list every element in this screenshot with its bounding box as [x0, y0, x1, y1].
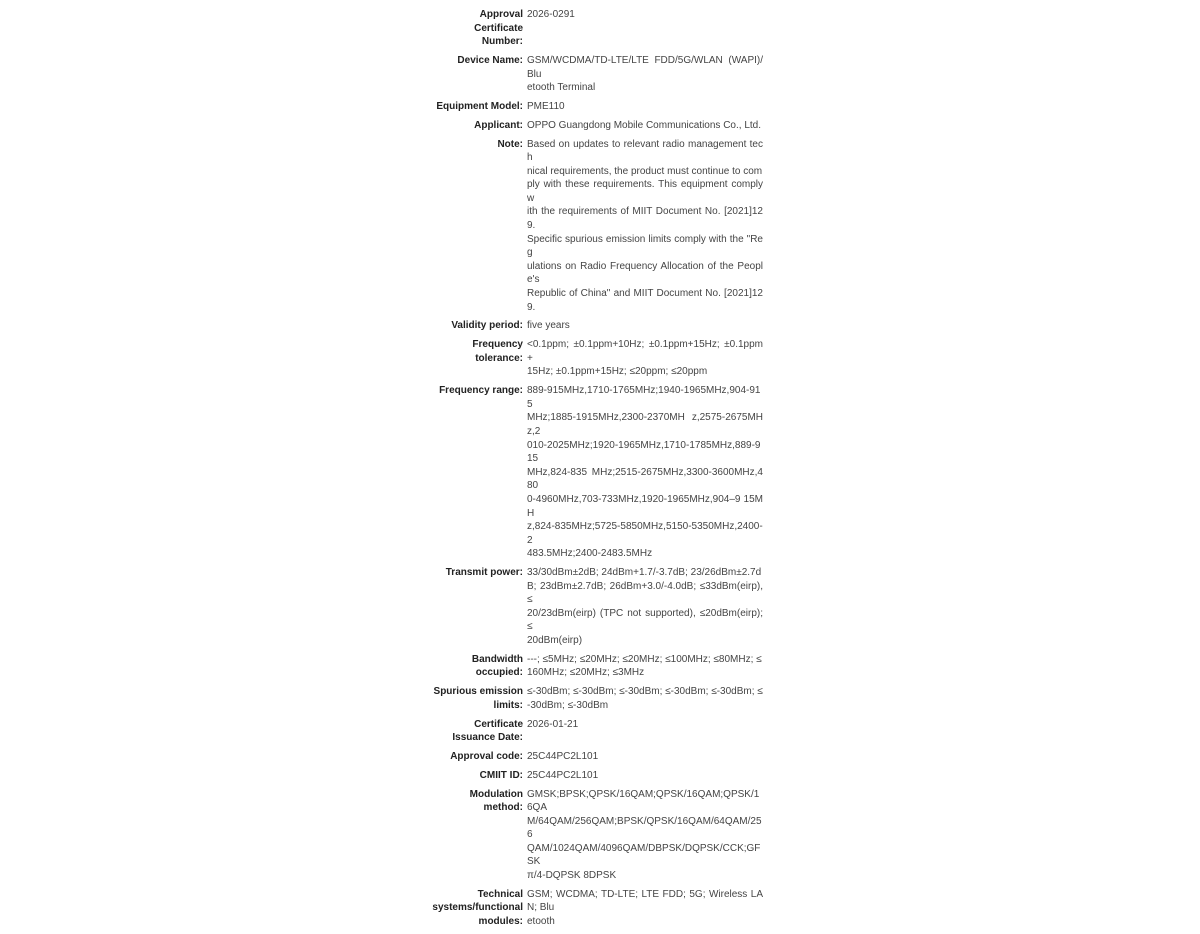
field-value: GMSK;BPSK;QPSK/16QAM;QPSK/16QAM;QPSK/16QA M/64QAM/256QAM;BPSK/QPSK/16QAM/64QAM/256 QAM/1024QAM/4096QAM/DBPSK/DQPSK/CCK;GFSK π/4-DQPSK 8DPSK	[527, 788, 762, 882]
field-label: CMIIT ID:	[479, 769, 523, 781]
field-value: GSM; WCDMA; TD-LTE; LTE FDD; 5G; Wireless LAN; Blu etooth	[527, 888, 763, 928]
field-value: ---; ≤5MHz; ≤20MHz; ≤20MHz; ≤100MHz; ≤80MHz; ≤ 160MHz; ≤20MHz; ≤3MHz	[527, 653, 762, 679]
field-value: 2026-01-21	[527, 718, 579, 730]
field-value: five years	[527, 320, 570, 332]
field-row-issuance-date	[432, 718, 768, 745]
field-row-equipment-model	[432, 100, 768, 114]
field-value: <0.1ppm; ±0.1ppm+10Hz; ±0.1ppm+15Hz; ±0.1ppm+ 15Hz; ±0.1ppm+15Hz; ≤20ppm; ≤20ppm	[527, 339, 763, 378]
field-row-validity-period	[432, 319, 768, 333]
field-label: Equipment Model:	[436, 100, 523, 112]
field-row-applicant	[432, 119, 768, 133]
certificate-details	[432, 8, 768, 934]
field-value: 889-915MHz,1710-1765MHz;1940-1965MHz,904-915 MHz;1885-1915MHz,2300-2370MH z,2575-2675MHz,2 010-2025MHz;1920-1965MHz,1710-1785MHz,889-915 MHz,824-835 MHz;2515-2675MHz,3300-3600MHz,480 0-4960MHz,703-733MHz,1920-1965MHz,904–9 15MH z,824-835MHz;5725-5850MHz,5150-5350MHz,2400-2 483.5MHz;2400-2483.5MHz	[527, 385, 763, 560]
field-row-device-name	[432, 54, 768, 95]
field-row-approval-number	[432, 8, 768, 49]
field-row-frequency-tolerance	[432, 338, 768, 379]
field-value: 25C44PC2L101	[527, 750, 599, 762]
field-label: Certificate Issuance Date:	[452, 718, 523, 744]
field-value: 2026-0291	[527, 9, 575, 20]
field-value: Based on updates to relevant radio management tech nical requirements, the product must continue to com ply with these requirements. This equipment comply w ith the requirements of MIIT Document No. [2021]129. Specific spurious emission limits comply with the "Reg ulations on Radio Frequency Allocation of the People's Republic of China" and MIIT Document No. [2021]129.	[527, 138, 763, 313]
field-row-cmiit-id	[432, 769, 768, 783]
field-label: Bandwidth occupied:	[471, 653, 523, 679]
field-label: Approval Certificate Number:	[474, 9, 523, 48]
field-label: Approval code:	[450, 750, 523, 762]
field-value: PME110	[527, 100, 565, 112]
field-label: Validity period:	[451, 320, 523, 332]
field-label: Applicant:	[474, 119, 523, 131]
field-row-note	[432, 138, 768, 315]
field-row-frequency-range	[432, 384, 768, 561]
field-value: 33/30dBm±2dB; 24dBm+1.7/-3.7dB; 23/26dBm±2.7d B; 23dBm±2.7dB; 26dBm+3.0/-4.0dB; ≤33dBm(eirp), ≤ 20/23dBm(eirp) (TPC not supported), ≤20dBm(eirp); ≤ 20dBm(eirp)	[527, 567, 763, 647]
field-value: 25C44PC2L101	[527, 769, 599, 781]
field-label: Device Name:	[457, 54, 523, 66]
field-row-approval-code	[432, 750, 768, 764]
field-row-spurious-emission	[432, 685, 768, 712]
field-label: Spurious emission limits:	[433, 686, 523, 711]
field-value: GSM/WCDMA/TD-LTE/LTE FDD/5G/WLAN (WAPI)/Blu etooth Terminal	[527, 54, 763, 94]
field-label: Frequency range:	[439, 385, 523, 397]
field-label: Technical systems/functional modules:	[432, 888, 523, 928]
field-label: Note:	[497, 138, 523, 150]
field-row-technical-systems	[432, 888, 768, 929]
field-row-bandwidth-occupied	[432, 653, 768, 680]
field-row-transmit-power	[432, 566, 768, 648]
field-label: Modulation method:	[469, 788, 523, 814]
field-row-modulation-method	[432, 788, 768, 883]
field-label: Transmit power:	[445, 567, 523, 579]
field-label: Frequency tolerance:	[472, 339, 523, 364]
field-value: ≤-30dBm; ≤-30dBm; ≤-30dBm; ≤-30dBm; ≤-30dBm; ≤ -30dBm; ≤-30dBm	[527, 686, 763, 711]
field-value: OPPO Guangdong Mobile Communications Co., Ltd.	[527, 119, 762, 131]
